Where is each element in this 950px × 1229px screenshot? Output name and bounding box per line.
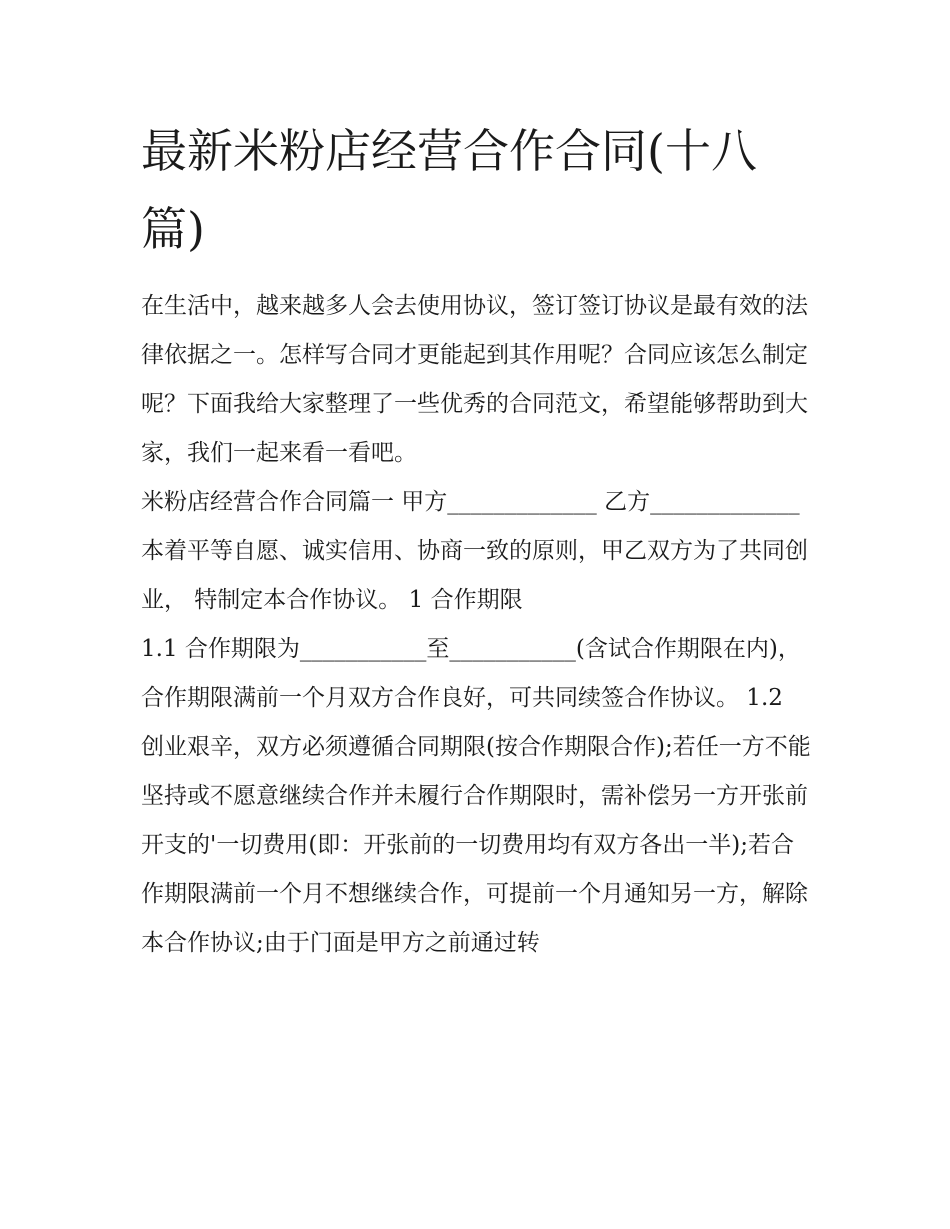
paragraph-obligations: 创业艰辛，双方必须遵循合同期限(按合作期限合作);若任一方不能坚持或不愿意继续合作并未履行合作期限时，需补偿另一方开张前开支的'一切费用(即：开张前的一切费用均有双方各出一半);若合作期限满前一个月不想继续合作，可提前一个月通知另一方，解除本合作协议;由于门面是甲方之前通过转 — [141, 734, 811, 956]
paragraph-principle: 本着平等自愿、诚实信用、协商一致的原则，甲乙双方为了共同创业， 特制定本合作协议。 1 合作期限 — [141, 538, 808, 613]
document-page — [141, 112, 816, 968]
paragraph-parties: 米粉店经营合作合同篇一 甲方_____________ 乙方_____________ — [141, 489, 800, 515]
paragraph-term: 1.1 合作期限为___________至___________(含试合作期限在内)，合作期限满前一个月双方合作良好，可共同续签合作协议。 1.2 — [141, 636, 801, 711]
paragraph-intro: 在生活中，越来越多人会去使用协议，签订签订协议是最有效的法律依据之一。怎样写合同才更能起到其作用呢？合同应该怎么制定呢？下面我给大家整理了一些优秀的合同范文，希望能够帮助到大家，我们一起来看一看吧。 — [141, 293, 808, 466]
document-title: 最新米粉店经营合作合同(十八篇) — [141, 124, 757, 256]
